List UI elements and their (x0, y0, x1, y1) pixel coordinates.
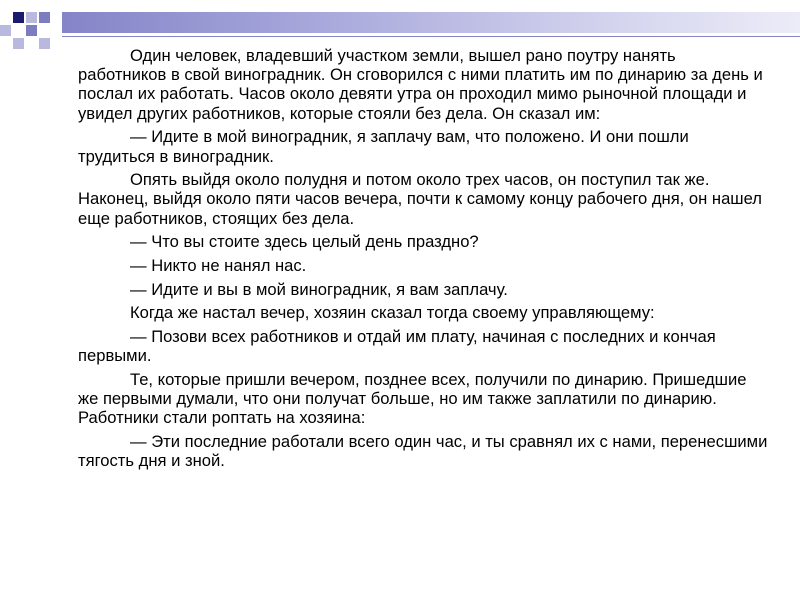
paragraph-10: — Эти последние работали всего один час, и ты сравнял их с нами, перенесшими тягость дня и зной. (78, 432, 768, 471)
header-divider (62, 36, 800, 37)
decor-square-3 (39, 12, 50, 23)
paragraph-7: Когда же настал вечер, хозяин сказал тогда своему управляющему: (130, 303, 655, 323)
decor-square-6 (13, 38, 24, 49)
paragraph-2: — Идите в мой виноградник, я заплачу вам, что положено. И они пошли трудиться в виноградник. (78, 127, 689, 166)
decor-square-2 (26, 12, 37, 23)
slide-text-body (78, 46, 768, 475)
paragraph-3: Опять выйдя около полудня и потом около трех часов, он поступил так же. Наконец, выйдя около пяти часов вечера, почти к самому концу рабочего дня, он нашел еще работников, стоящих без дела. (78, 170, 762, 228)
header-gradient-bar (62, 12, 800, 33)
paragraph-1: Один человек, владевший участком земли, вышел рано поутру нанять работников в свой виноградник. Он сговорился с ними платить им по динарию за день и послал их работать. Часов около девяти утра он проходил мимо рыночной площади и увидел других работников, которые стояли без дела. Он сказал им: (78, 46, 763, 123)
decor-square-7 (39, 38, 50, 49)
paragraph-6: — Идите и вы в мой виноградник, я вам заплачу. (130, 279, 508, 299)
decor-square-5 (26, 25, 37, 36)
decor-square-1 (13, 12, 24, 23)
paragraph-8: — Позови всех работников и отдай им плату, начиная с последних и кончая первыми. (78, 327, 716, 366)
paragraph-5: — Никто не нанял нас. (130, 256, 307, 276)
paragraph-9: Те, которые пришли вечером, позднее всех, получили по динарию. Пришедшие же первыми думали, что они получат больше, но им также заплатили по динарию. Работники стали роптать на хозяина: (78, 370, 747, 428)
decor-square-4 (0, 25, 11, 36)
paragraph-4: — Что вы стоите здесь целый день праздно? (130, 232, 479, 252)
